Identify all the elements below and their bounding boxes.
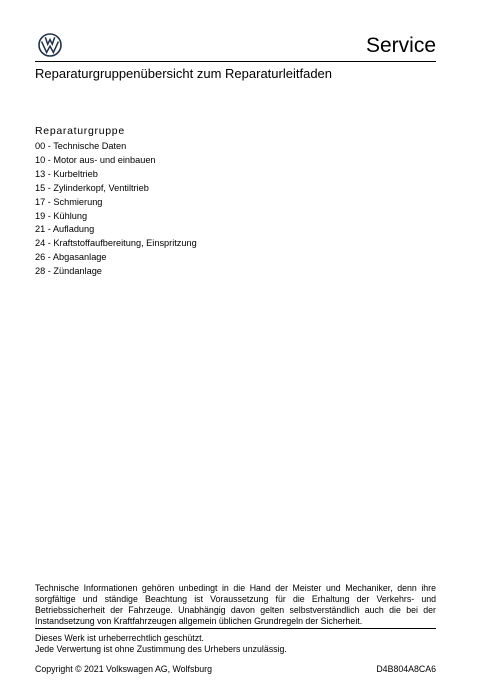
repair-group-item[interactable]: 19 - Kühlung (35, 210, 88, 221)
repair-group-item[interactable]: 21 - Aufladung (35, 224, 95, 235)
repair-group-heading: Reparaturgruppe (35, 125, 125, 137)
header-divider (35, 61, 436, 62)
document-title: Reparaturgruppenübersicht zum Reparaturleitfaden (35, 66, 333, 81)
footer-divider (35, 628, 436, 629)
repair-group-item[interactable]: 10 - Motor aus- und einbauen (35, 154, 156, 165)
repair-group-section (35, 124, 415, 279)
repair-group-list (35, 140, 415, 279)
repair-group-item[interactable]: 15 - Zylinderkopf, Ventiltrieb (35, 182, 149, 193)
technical-info-notice: Technische Informationen gehören unbedingt in die Hand der Meister und Mechaniker, denn ihre sorgfältige und ständige Beachtung ist Voraussetzung für die Erhaltung der Verkehrs- und Betriebssicherheit der Fahrzeuge. Unabhängig davon gelten selbstverständlich auch die bei der Instandsetzung von Kraftfahrzeugen allgemein üblichen Grundregeln der Sicherheit. (35, 583, 436, 626)
repair-group-item[interactable]: 24 - Kraftstoffaufbereitung, Einspritzung (35, 238, 197, 249)
repair-group-item[interactable]: 26 - Abgasanlage (35, 252, 107, 263)
copyright-notice (35, 633, 287, 655)
footer-bottom (35, 664, 436, 675)
copyright-notice-line: Jede Verwertung ist ohne Zustimmung des Urhebers unzulässig. (35, 644, 287, 654)
repair-group-item[interactable]: 28 - Zündanlage (35, 266, 102, 277)
repair-group-item[interactable]: 13 - Kurbeltrieb (35, 168, 98, 179)
volkswagen-logo-icon (38, 33, 62, 57)
copyright-text: Copyright © 2021 Volkswagen AG, Wolfsburg (35, 664, 212, 674)
service-title: Service (365, 34, 436, 57)
repair-group-item[interactable]: 00 - Technische Daten (35, 141, 127, 151)
copyright-notice-line: Dieses Werk ist urheberrechtlich geschützt. (35, 633, 205, 643)
document-code: D4B804A8CA6 (376, 664, 436, 674)
repair-group-item[interactable]: 17 - Schmierung (35, 196, 103, 207)
